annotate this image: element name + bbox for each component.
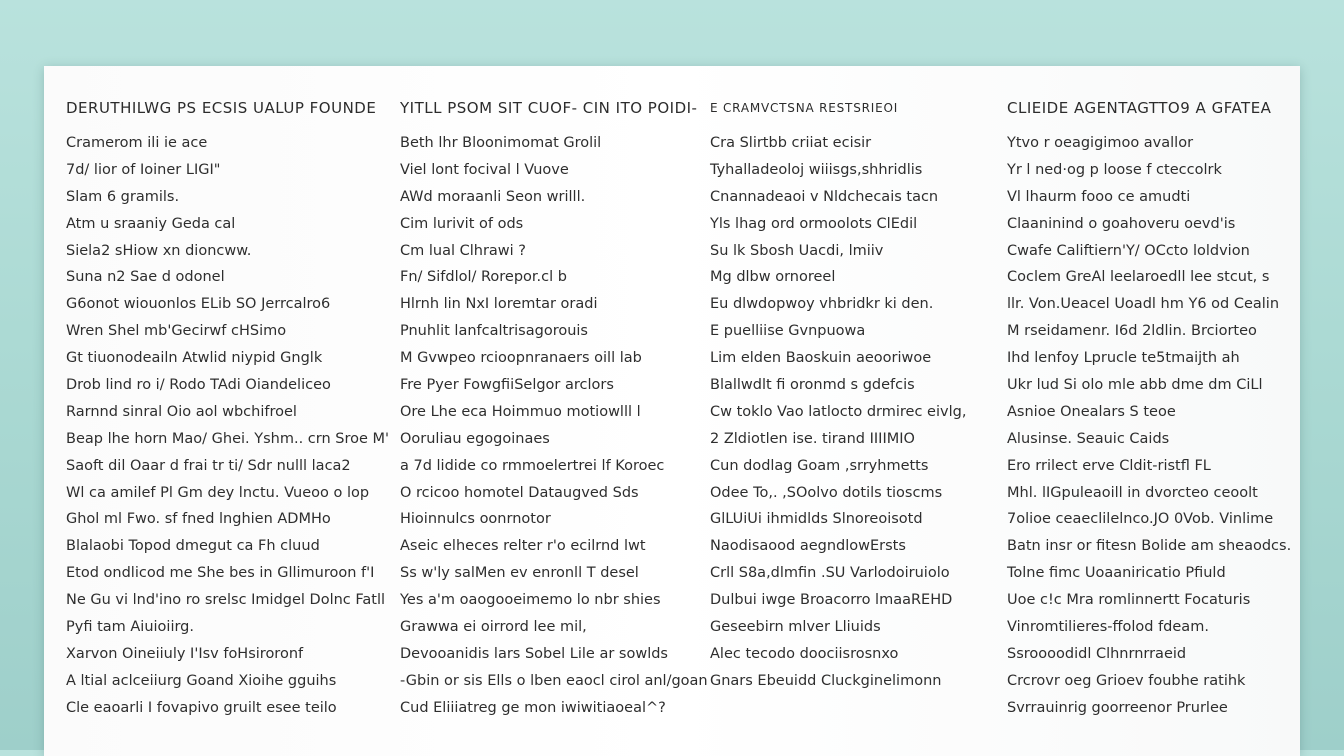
list-item: Ne Gu vi lnd'ino ro srelsc Imidgel Dolnc Fatll: [66, 592, 386, 609]
list-item: Aseic elheces relter r'o ecilrnd lwt: [400, 538, 646, 555]
list-item: Fn/ Sifdlol/ Rorepor.cl b: [400, 269, 567, 286]
list-item: Cw toklo Vao latlocto drmirec eivlg,: [710, 403, 967, 420]
list-item: Etod ondlicod me She bes in Gllimuroon f'I: [66, 565, 375, 582]
list-item: Vinromtilieres-ffolod fdeam.: [1007, 619, 1209, 636]
list-item: Yls lhag ord ormoolots ClEdil: [710, 215, 918, 232]
list-item: Cramerom ili ie ace: [66, 135, 208, 151]
list-item: 2 Zldiotlen ise. tirand IIIIMIO: [710, 430, 915, 447]
list-item: Tyhalladeoloj wiiisgs,shhridlis: [710, 161, 923, 178]
list-item: A ltial aclceiiurg Goand Xioihe gguihs: [66, 672, 337, 689]
list-item: Cra Slirtbb criiat ecisir: [710, 135, 872, 151]
list-item: Uoe c!c Mra romlinnertt Focaturis: [1007, 592, 1251, 609]
list-item: Xarvon Oineiiuly I'Isv foHsiroronf: [66, 645, 304, 662]
list-item: E puelliise Gvnpuowa: [710, 323, 866, 340]
list-item: Slam 6 gramils.: [66, 188, 180, 205]
list-item: Asnioe Onealars S teoe: [1007, 403, 1176, 420]
list-item: Beth lhr Bloonimomat Grolil: [400, 135, 602, 151]
list-item: Hlrnh lin NxI loremtar oradi: [400, 296, 598, 313]
list-item: Pnuhlit lanfcaltrisagorouis: [400, 323, 588, 340]
list-item: Blalaobi Topod dmegut ca Fh cluud: [66, 538, 320, 555]
list-item: Saoft dil Oaar d frai tr ti/ Sdr nulll laca2: [66, 457, 351, 474]
list-item: Crcrovr oeg Grioev foubhe ratihk: [1007, 672, 1246, 689]
list-item: Mg dlbw ornoreel: [710, 269, 836, 286]
list-item: Wl ca amilef Pl Gm dey lnctu. Vueoo o lop: [66, 484, 370, 501]
list-item: Cm lual Clhrawi ?: [400, 242, 526, 259]
list-item: Yr l ned·og p loose f cteccolrk: [1007, 161, 1222, 178]
list-item: Blallwdlt fi oronmd s gdefcis: [710, 377, 915, 394]
list-item: Fre Pyer FowgfiiSelgor arclors: [400, 377, 614, 394]
list-item: Alusinse. Seauic Caids: [1007, 430, 1170, 447]
list-item: Ytvo r oeagigimoo avallor: [1007, 135, 1194, 151]
list-item: Ooruliau egogoinaes: [400, 430, 550, 447]
list-item: -Gbin or sis Ells o lben eaocl cirol anl/goan: [400, 672, 708, 689]
list-item: Rarnnd sinral Oio aol wbchifroel: [66, 403, 297, 420]
list-item: Mhl. lIGpuleaoill in dvorcteo ceoolt: [1007, 484, 1258, 501]
column-heading: E CRAMVCTSNA RESTSRIEOI: [710, 101, 899, 115]
list-item: GlLUiUi ihmidlds Slnoreoisotd: [710, 511, 923, 528]
list-item: Cim lurivit of ods: [400, 215, 524, 232]
list-item: Lim elden Baoskuin aeooriwoe: [710, 350, 932, 367]
list-item: Ihd lenfoy Lprucle te5tmaijth ah: [1007, 350, 1240, 367]
list-item: M rseidamenr. I6d 2ldlin. Brciorteo: [1007, 323, 1257, 340]
list-item: Cun dodlag Goam ,srryhmetts: [710, 457, 929, 474]
list-item: Geseebirn mlver Lliuids: [710, 619, 881, 636]
list-item: Cud Eliiiatreg ge mon iwiwitiaoeal^?: [400, 699, 666, 716]
column-4: [1007, 100, 1291, 722]
list-item: Devooanidis lars Sobel Lile ar sowlds: [400, 645, 668, 662]
list-item: G6onot wiouonlos ELib SO Jerrcalro6: [66, 296, 331, 313]
list-item: Tolne fimc Uoaaniricatio Pfiuld: [1007, 565, 1226, 582]
column-3: [710, 100, 966, 695]
list-item: Claaninind o goahoveru oevd'is: [1007, 215, 1236, 232]
column-1: [66, 100, 389, 722]
list-item: Naodisaood aegndlowErsts: [710, 538, 906, 555]
list-item: Svrrauinrig goorreenor Prurlee: [1007, 699, 1228, 716]
list-item: Drob lind ro i/ Rodo TAdi Oiandeliceo: [66, 377, 331, 394]
list-item: Ore Lhe eca Hoimmuo motiowlll l: [400, 403, 641, 420]
column-heading: YITLL PSOM SIT CUOF- CIN ITO POIDI-: [400, 99, 698, 117]
list-item: 7olioe ceaeclilelnco.JO 0Vob. Vinlime: [1007, 511, 1274, 528]
list-item: Cnannadeaoi v Nldchecais tacn: [710, 188, 939, 205]
list-item: a 7d lidide co rmmoelertrei lf Koroec: [400, 457, 665, 474]
list-item: Alec tecodo doociisrosnxo: [710, 645, 899, 662]
list-item: AWd moraanli Seon wrilll.: [400, 188, 586, 205]
list-item: Hioinnulcs oonrnotor: [400, 511, 551, 528]
column-heading: CLIEIDE AGENTAGTTO9 A GFATEA: [1007, 99, 1272, 117]
list-item: Gnars Ebeuidd Cluckginelimonn: [710, 672, 942, 689]
list-item: Odee To,. ,SOolvo dotils tioscms: [710, 484, 943, 501]
list-item: M Gvwpeo rcioopnranaers oill lab: [400, 350, 642, 367]
list-item: Eu dlwdopwoy vhbridkr ki den.: [710, 296, 934, 313]
column-heading: DERUTHILWG PS ECSIS UALUP FOUNDE: [66, 99, 377, 117]
list-item: Crll S8a,dlmfin .SU Varlodoiruiolo: [710, 565, 950, 582]
list-item: Ghol ml Fwo. sf fned lnghien ADMHo: [66, 511, 331, 528]
list-item: Gt tiuonodeailn Atwlid niypid Gnglk: [66, 350, 323, 367]
list-item: Viel lont focival l Vuove: [400, 161, 569, 178]
list-item: Yes a'm oaogooeimemo lo nbr shies: [400, 592, 661, 609]
list-item: Beap lhe horn Mao/ Ghei. Yshm.. crn Sroe M': [66, 430, 390, 447]
document-page: [44, 66, 1300, 756]
list-item: Ukr lud Si olo mle abb dme dm CiLl: [1007, 377, 1263, 394]
column-2: [400, 100, 708, 722]
list-item: Suna n2 Sae d odonel: [66, 269, 225, 286]
list-item: Su lk Sbosh Uacdi, lmiiv: [710, 242, 884, 259]
list-item: Ss w'ly salMen ev enronll T desel: [400, 565, 639, 582]
list-item: Wren Shel mb'Gecirwf cHSimo: [66, 323, 287, 340]
list-item: llr. Von.Ueacel Uoadl hm Y6 od Cealin: [1007, 296, 1280, 313]
list-item: Batn insr or fitesn Bolide am sheaodcs.: [1007, 538, 1292, 555]
list-item: Pyfi tam Aiuioiirg.: [66, 619, 194, 636]
list-item: Vl lhaurm fooo ce amudti: [1007, 188, 1191, 205]
list-item: Ssroooodidl Clhnrnrraeid: [1007, 645, 1187, 662]
list-item: Siela2 sHiow xn dioncww.: [66, 242, 252, 259]
list-item: 7d/ lior of Ioiner LIGI": [66, 161, 221, 178]
list-item: Dulbui iwge Broacorro lmaaREHD: [710, 592, 953, 609]
list-item: Cwafe Califtiern'Y/ OCcto loldvion: [1007, 242, 1250, 259]
list-item: Ero rrilect erve Cldit-ristfl FL: [1007, 457, 1211, 474]
list-item: Cle eaoarli I fovapivo gruilt esee teilo: [66, 699, 337, 716]
list-item: O rcicoo homotel Dataugved Sds: [400, 484, 639, 501]
list-item: Atm u sraaniy Geda cal: [66, 215, 236, 232]
list-item: Grawwa ei oirrord lee mil,: [400, 619, 587, 636]
list-item: Coclem GreAl leelaroedll lee stcut, s: [1007, 269, 1270, 286]
